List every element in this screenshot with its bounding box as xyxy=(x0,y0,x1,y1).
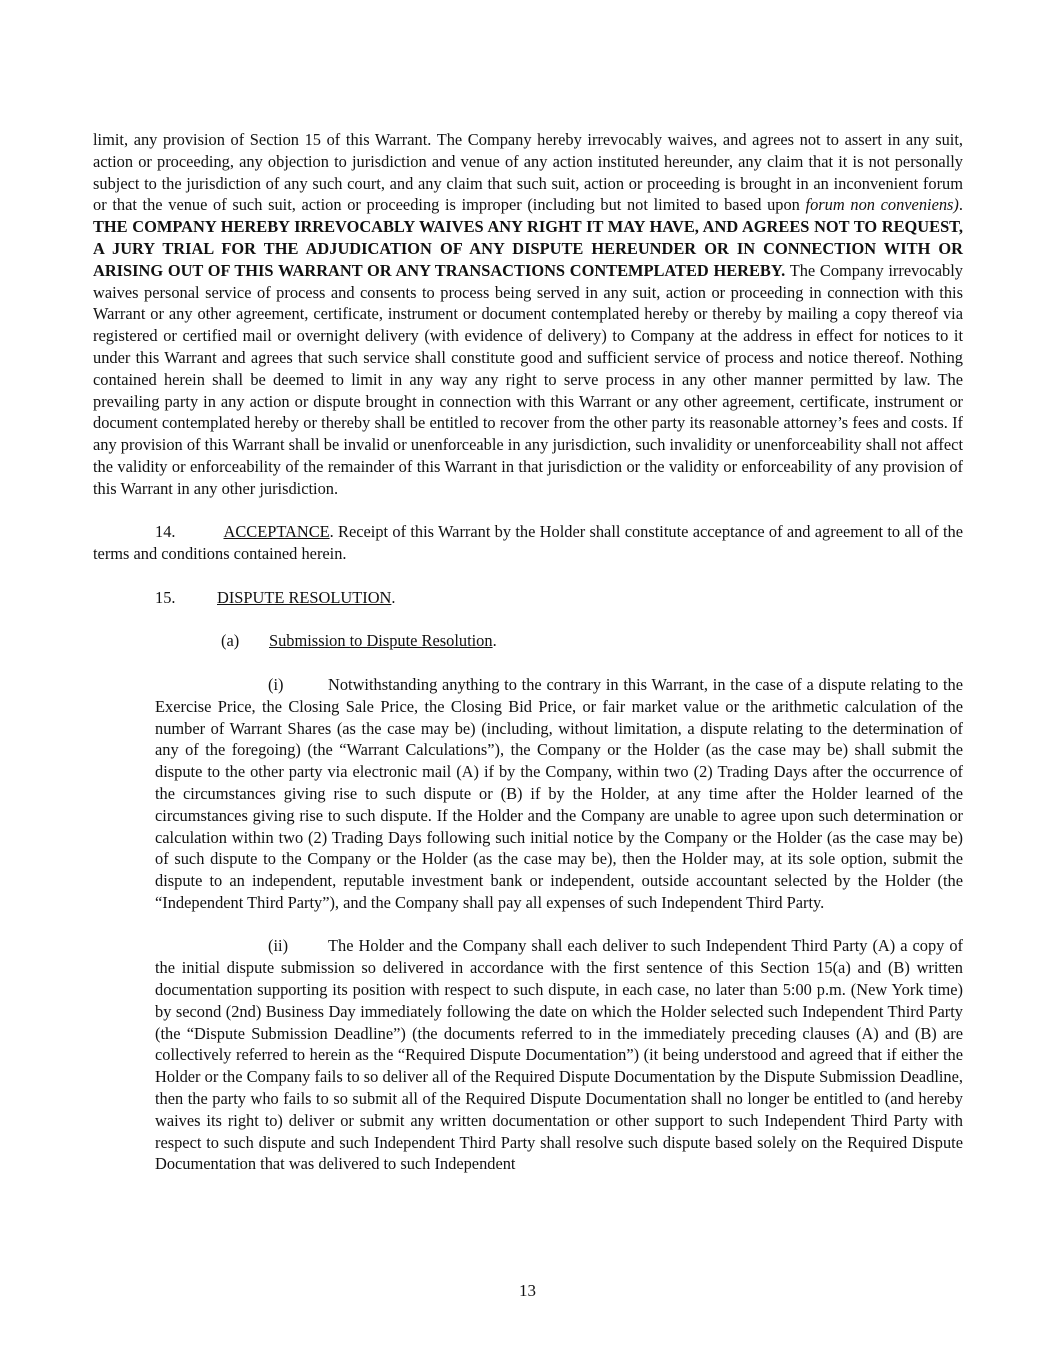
page-number: 13 xyxy=(519,1281,536,1300)
section-14-acceptance xyxy=(93,521,963,565)
section-15-heading: DISPUTE RESOLUTION xyxy=(217,587,392,607)
italic-term: forum non conveniens) xyxy=(805,195,959,215)
section-15-heading-punct: . xyxy=(391,587,396,607)
section-14-text: Receipt of this Warrant by the Holder shall constitute acceptance of and agreement to all of the terms and conditions contained herein. xyxy=(93,522,963,564)
section-15-number: 15. xyxy=(155,587,176,607)
jury-waiver-bold: THE COMPANY HEREBY IRREVOCABLY WAIVES ANY RIGHT IT MAY HAVE, AND AGREES NOT TO REQUEST, A JURY TRIAL FOR THE ADJUDICATION OF ANY DISPUTE HEREUNDER OR IN CONNECTION WITH OR ARISING OUT OF THIS WARRANT OR ANY TRANSACTIONS CONTEMPLATED HEREBY. xyxy=(93,217,963,280)
section-14-number: 14. xyxy=(155,522,176,542)
document-body xyxy=(93,129,963,1175)
paragraph-text-part2: . xyxy=(958,195,963,215)
section-14-heading-punct: . xyxy=(329,522,334,542)
paragraph-text-part1: limit, any provision of Section 15 of this Warrant. The Company hereby irrevocably waives, and agrees not to assert in any suit, action or proceeding, any objection to jurisdiction and venue of any action instituted hereunder, any claim that it is not personally subject to the jurisdiction of any such court, and any claim that such suit, action or proceeding is brought in an inconvenient forum or that the venue of such suit, action or proceeding is improper (including but not limited to based upon xyxy=(93,130,963,215)
section-15a-number: (a) xyxy=(221,631,240,651)
clause-ii-number: (ii) xyxy=(268,936,289,956)
paragraph-text-part3: The Company irrevocably waives personal service of process and consents to process being served in any suit, action or proceeding in connection with this Warrant or any other agreement, certificate, instrument or document contemplated hereby or thereby by mailing a copy thereof via registered or certified mail or overnight delivery (with evidence of delivery) to Company at the address in effect for notices to it under this Warrant and agrees that such service shall constitute good and sufficient service of process and notice thereof. Nothing contained herein shall be deemed to limit in any way any right to serve process in any other manner permitted by law. The prevailing party in any action or dispute brought in connection with this Warrant or any other agreement, certificate, instrument or document contemplated hereby or thereby shall be entitled to recover from the other party its reasonable attorney’s fees and costs. If any provision of this Warrant shall be invalid or unenforceable in any jurisdiction, such invalidity or unenforceability shall not affect the validity or enforceability of the remainder of this Warrant in that jurisdiction or the validity or enforceability of any provision of this Warrant in any other jurisdiction. xyxy=(93,260,963,498)
clause-ii xyxy=(155,935,963,1175)
section-15a-heading-line xyxy=(93,630,963,652)
section-15-heading-line xyxy=(93,587,963,609)
clause-i-text: Notwithstanding anything to the contrary in this Warrant, in the case of a dispute relating to the Exercise Price, the Closing Sale Price, the Closing Bid Price, or fair market value or the arithmetic calculation of the number of Warrant Shares (as the case may be) (including, without limitation, a dispute relating to the determination of any of the foregoing) (the “Warrant Calculations”), the Company or the Holder (as the case may be) shall submit the dispute to the other party via electronic mail (A) if by the Company, within two (2) Trading Days after the occurrence of the circumstances giving rise to such dispute or (B) if by the Holder, at any time after the Holder learned of the circumstances giving rise to such dispute. If the Holder and the Company are unable to agree upon such determination or calculation within two (2) Trading Days following such initial notice by the Company or the Holder (as the case may be) of such dispute to the Company or the Holder (as the case may be), then the Holder may, at its sole option, submit the dispute to an independent, reputable investment bank or independent, outside accountant selected by the Holder (the “Independent Third Party”), and the Company shall pay all expenses of such Independent Third Party. xyxy=(155,674,963,912)
section-14-heading: ACCEPTANCE xyxy=(223,522,330,542)
clause-i xyxy=(155,674,963,914)
section-15a-heading-punct: . xyxy=(492,631,497,651)
section-15a-heading: Submission to Dispute Resolution xyxy=(269,631,493,651)
clause-ii-text: The Holder and the Company shall each deliver to such Independent Third Party (A) a copy of the initial dispute submission so delivered in accordance with the first sentence of this Section 15(a) and (B) written documentation supporting its position with respect to such dispute, in each case, no later than 5:00 p.m. (New York time) by second (2nd) Business Day immediately following the date on which the Holder selected such Independent Third Party (the “Dispute Submission Deadline”) (the documents referred to in the immediately preceding clauses (A) and (B) are collectively referred to herein as the “Required Dispute Documentation”) (it being understood and agreed that if either the Holder or the Company fails to so deliver all of the Required Dispute Documentation by the Dispute Submission Deadline, then the party who fails to so submit all of the Required Dispute Documentation shall no longer be entitled to (and hereby waives its right to) deliver or submit any written documentation or other support to such Independent Third Party with respect to such dispute and such Independent Third Party shall resolve such dispute based solely on the Required Dispute Documentation that was delivered to such Independent xyxy=(155,936,963,1174)
paragraph-jurisdiction-continued xyxy=(93,129,963,500)
clause-i-number: (i) xyxy=(268,674,284,694)
